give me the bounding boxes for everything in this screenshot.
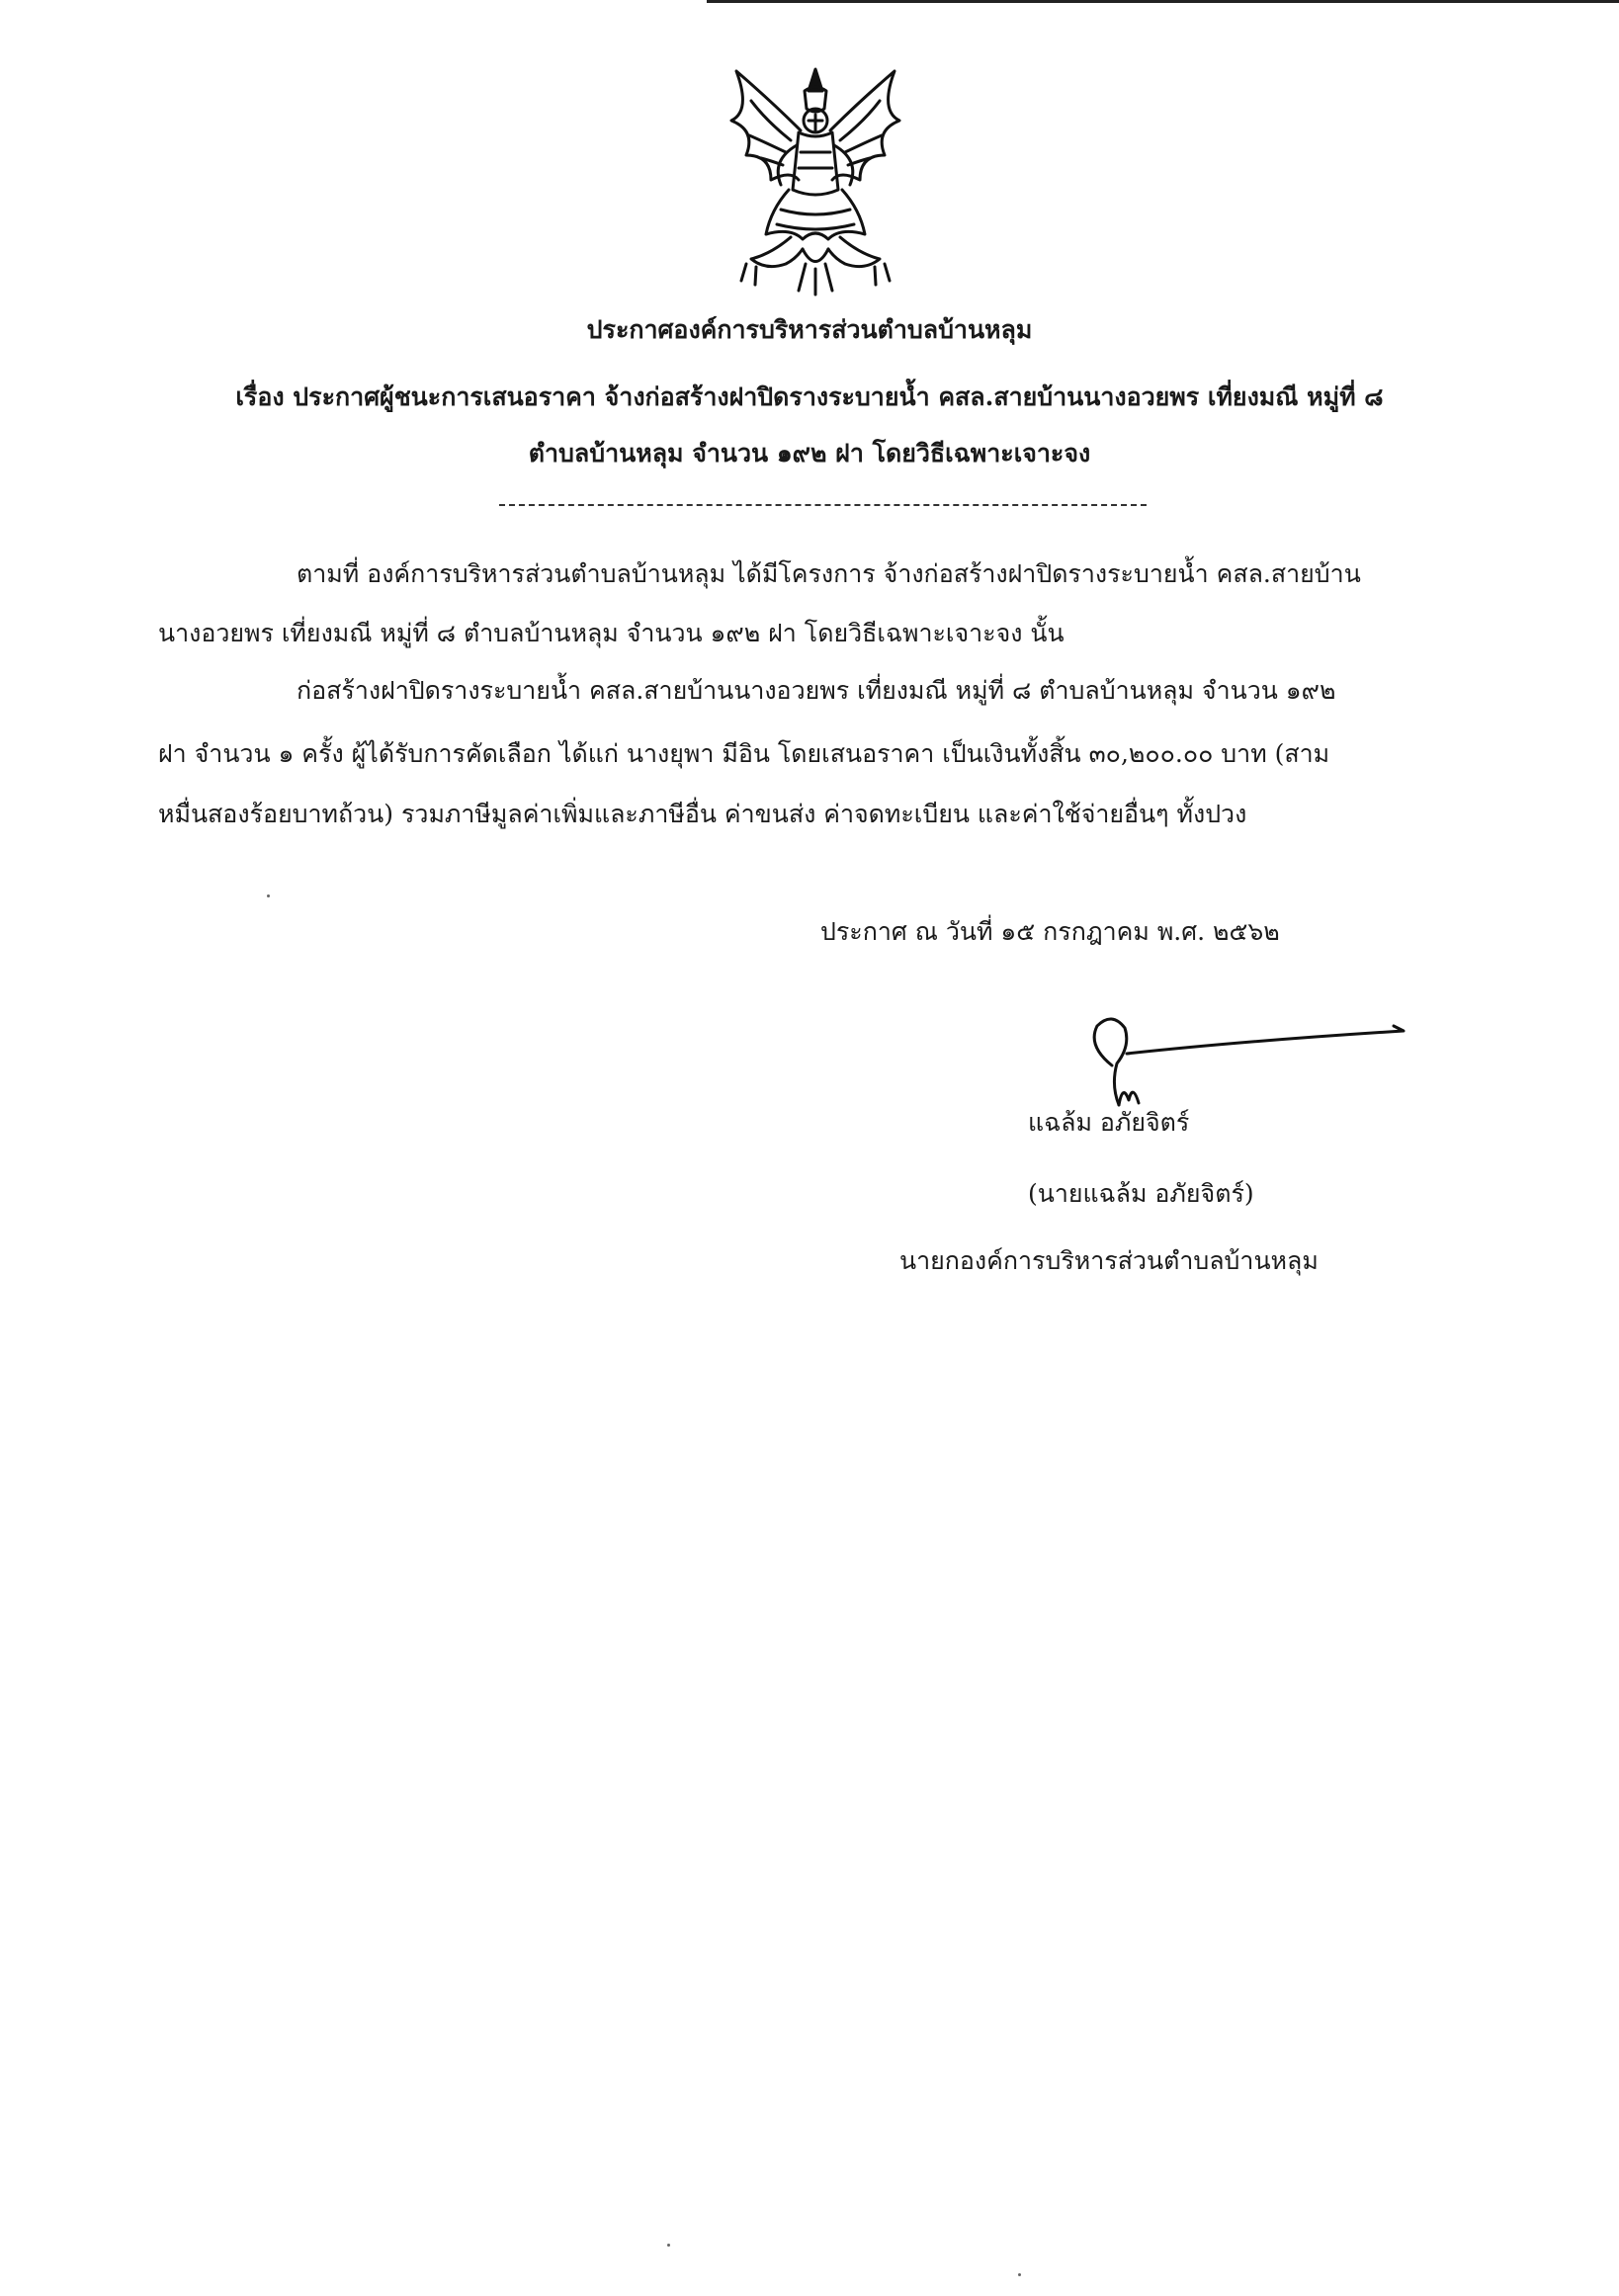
paragraph-2-line-2: ฝา จำนวน ๑ ครั้ง ผู้ได้รับการคัดเลือก ได้แก่ นางยุพา มีอิน โดยเสนอราคา เป็นเงินทั้งสิ้น ๓๐,๒๐๐.๐๐ บาท (สาม bbox=[158, 739, 1330, 768]
garuda-emblem-icon bbox=[712, 61, 919, 298]
signer-title: นายกองค์การบริหารส่วนตำบลบ้านหลุม bbox=[899, 1246, 1319, 1275]
scan-speck bbox=[667, 2244, 670, 2247]
subject-line-1: เรื่อง ประกาศผู้ชนะการเสนอราคา จ้างก่อสร้างฝาปิดรางระบายน้ำ คสล.สายบ้านนางอวยพร เที่ยงมณี หมู่ที่ ๘ bbox=[235, 383, 1384, 411]
signer-short-name: แฉล้ม อภัยจิตร์ bbox=[1028, 1108, 1190, 1137]
organization-heading: ประกาศองค์การบริหารส่วนตำบลบ้านหลุม bbox=[586, 315, 1033, 344]
subject-line-2: ตำบลบ้านหลุม จำนวน ๑๙๒ ฝา โดยวิธีเฉพาะเจาะจง bbox=[528, 439, 1091, 468]
announcement-date: ประกาศ ณ วันที่ ๑๕ กรกฎาคม พ.ศ. ๒๕๖๒ bbox=[820, 917, 1280, 946]
separator-dashed-line bbox=[499, 504, 1147, 506]
handwritten-signature bbox=[1067, 1006, 1413, 1115]
scan-speck bbox=[267, 894, 270, 897]
top-edge-rule bbox=[707, 0, 1619, 3]
scan-speck bbox=[1018, 2273, 1021, 2276]
paragraph-2-line-1: ก่อสร้างฝาปิดรางระบายน้ำ คสล.สายบ้านนางอวยพร เที่ยงมณี หมู่ที่ ๘ ตำบลบ้านหลุม จำนวน ๑๙๒ bbox=[297, 676, 1336, 705]
paragraph-2-line-3: หมื่นสองร้อยบาทถ้วน) รวมภาษีมูลค่าเพิ่มและภาษีอื่น ค่าขนส่ง ค่าจดทะเบียน และค่าใช้จ่ายอื่นๆ ทั้งปวง bbox=[158, 800, 1247, 828]
paragraph-1-line-2: นางอวยพร เที่ยงมณี หมู่ที่ ๘ ตำบลบ้านหลุม จำนวน ๑๙๒ ฝา โดยวิธีเฉพาะเจาะจง นั้น bbox=[158, 619, 1065, 647]
paragraph-1-line-1: ตามที่ องค์การบริหารส่วนตำบลบ้านหลุม ได้มีโครงการ จ้างก่อสร้างฝาปิดรางระบายน้ำ คสล.สายบ้าน bbox=[297, 559, 1361, 588]
signer-full-name: (นายแฉล้ม อภัยจิตร์) bbox=[1028, 1179, 1254, 1208]
